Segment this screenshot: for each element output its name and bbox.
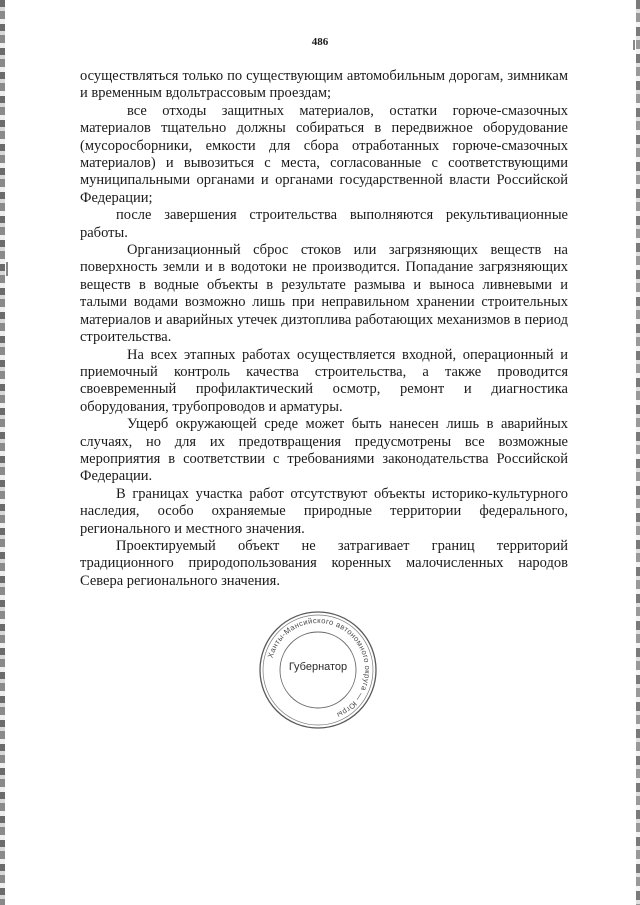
scan-edge-left (0, 0, 5, 905)
page-number: 486 (311, 36, 329, 48)
official-seal (256, 608, 380, 732)
seal-ring-text: Ханты-Мансийского автономного округа — Югры (265, 615, 373, 720)
scan-mark (6, 262, 8, 276)
paragraph: В границах участка работ отсутствуют объекты историко-культурного наследия, особо охраняемые природные территории федерального, регионального и местного значения. (80, 485, 568, 537)
paragraph: На всех этапных работах осуществляется входной, операционный и приемочный контроль качества строительства, а также проводится своевременный профилактический осмотр, ремонт и диагностика оборудования, трубопроводов и арматуры. (80, 346, 568, 415)
paragraph: после завершения строительства выполняются рекультивационные работы. (80, 207, 568, 241)
paragraph: Ущерб окружающей среде может быть нанесен лишь в аварийных случаях, но для их предотвращения предусмотрены все возможные мероприятия в соответствии с требованиями законодательства Российской Федерации. (80, 416, 568, 485)
paragraph: Организационный сброс стоков или загрязняющих веществ на поверхность земли и в водотоки не производится. Попадание загрязняющих веществ в водные объекты в результате размыва и выноса ливневыми и талыми водами возможно лишь при неправильном хранении строительных материалов и аварийных утечек дизтоплива работающих механизмов в период строительства. (80, 242, 568, 346)
paragraph: осуществляться только по существующим автомобильным дорогам, зимникам и временным вдольтрассовым проездам; (80, 68, 568, 102)
paragraph: все отходы защитных материалов, остатки горюче-смазочных материалов тщательно должны собираться в передвижное оборудование (мусоросборники, емкости для сбора отработанных горюче-смазочных материалов) и вывозиться с места, согласованные с соответствующими муниципальными органами и органами государственной власти Российской Федерации; (80, 102, 568, 206)
paragraph: Проектируемый объект не затрагивает границ территорий традиционного природопользования коренных малочисленных народов Севера регионального значения. (80, 537, 568, 589)
document-body (80, 68, 568, 590)
scan-edge-right (636, 0, 640, 905)
seal-center-text: Губернатор (288, 661, 348, 673)
